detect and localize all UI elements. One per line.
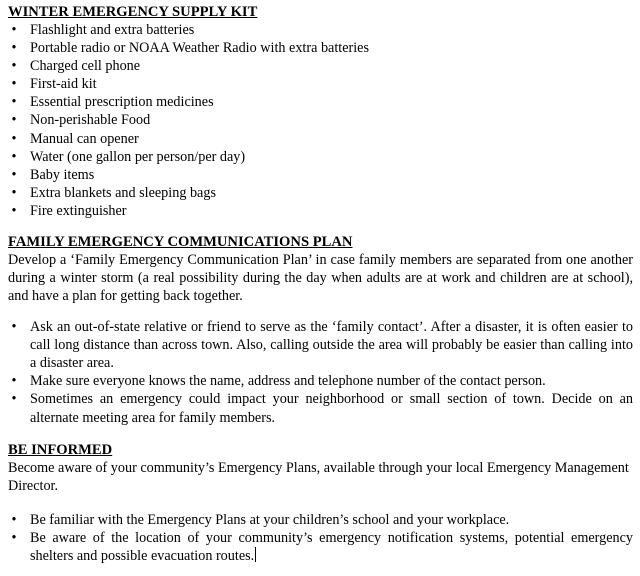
list-item-text: Water (one gallon per person/per day) [30, 148, 246, 165]
bullet-icon: • [11, 94, 17, 111]
list-item-text: Essential prescription medicines [30, 94, 214, 111]
list-item-text: Flashlight and extra batteries [30, 22, 195, 38]
bullet-icon: • [11, 529, 17, 546]
list-item [8, 529, 633, 565]
list-item [8, 111, 633, 129]
list-item-text: Manual can opener [30, 130, 139, 147]
bullet-icon: • [11, 76, 17, 93]
bullet-icon: • [11, 373, 17, 390]
be-informed-list [8, 511, 633, 565]
list-item [8, 130, 633, 148]
list-item [8, 511, 633, 529]
bullet-icon: • [11, 58, 17, 75]
list-item-text: First-aid kit [30, 76, 97, 93]
bullet-icon: • [11, 130, 17, 147]
bullet-icon: • [11, 202, 17, 219]
list-item-text: Sometimes an emergency could impact your neighborhood or small section of town. Decide on an alternate meeting area for family members. [30, 391, 633, 426]
list-item [8, 57, 633, 75]
winter-kit-section [8, 3, 633, 220]
list-item [8, 75, 633, 93]
bullet-icon: • [11, 166, 17, 183]
be-informed-intro: Become aware of your community’s Emergency Plans, available through your local Emergency Management Director. [8, 459, 629, 494]
bullet-icon: • [11, 184, 17, 201]
text-cursor [255, 547, 256, 562]
be-informed-section [8, 441, 633, 565]
winter-kit-list [8, 21, 633, 220]
list-item-text: Portable radio or NOAA Weather Radio with extra batteries [30, 40, 369, 57]
family-plan-heading: FAMILY EMERGENCY COMMUNICATIONS PLAN [8, 234, 353, 251]
list-item-text: Be familiar with the Emergency Plans at your children’s school and your workplace. [30, 511, 510, 528]
list-item [8, 148, 633, 166]
bullet-icon: • [11, 148, 17, 165]
bullet-icon: • [11, 319, 17, 336]
bullet-icon: • [11, 391, 17, 408]
list-item-text: Fire extinguisher [30, 202, 127, 219]
list-item [8, 184, 633, 202]
list-item [8, 166, 633, 184]
family-plan-list [8, 318, 633, 427]
bullet-icon: • [11, 22, 17, 38]
list-item [8, 318, 633, 372]
list-item-text: Ask an out-of-state relative or friend to serve as the ‘family contact’. After a disaster, it is often easier to call long distance than across town. Also, calling outside the area will probably be easier than calling into a disaster area. [30, 319, 633, 372]
be-informed-heading: BE INFORMED [8, 441, 113, 458]
list-item-text: Extra blankets and sleeping bags [30, 184, 216, 201]
family-plan-section [8, 233, 633, 427]
list-item [8, 21, 633, 39]
list-item-text: Charged cell phone [30, 58, 141, 75]
bullet-icon: • [11, 40, 17, 57]
bullet-icon: • [11, 112, 17, 129]
list-item-text: Baby items [30, 166, 95, 183]
winter-kit-heading: WINTER EMERGENCY SUPPLY KIT [8, 4, 258, 20]
list-item [8, 93, 633, 111]
list-item-text: Be aware of the location of your community’s emergency notification systems, potential emergency shelters and possible evacuation routes. [30, 529, 633, 564]
family-plan-intro: Develop a ‘Family Emergency Communication Plan’ in case family members are separated from one another during a winter storm (a real possibility during the day when adults are at work and children are at school), and have a plan for getting back together. [8, 252, 633, 305]
list-item-text: Make sure everyone knows the name, address and telephone number of the contact person. [30, 373, 546, 390]
list-item [8, 202, 633, 220]
list-item-text: Non-perishable Food [30, 112, 151, 129]
list-item [8, 390, 633, 426]
bullet-icon: • [11, 511, 17, 528]
list-item [8, 39, 633, 57]
list-item [8, 372, 633, 390]
